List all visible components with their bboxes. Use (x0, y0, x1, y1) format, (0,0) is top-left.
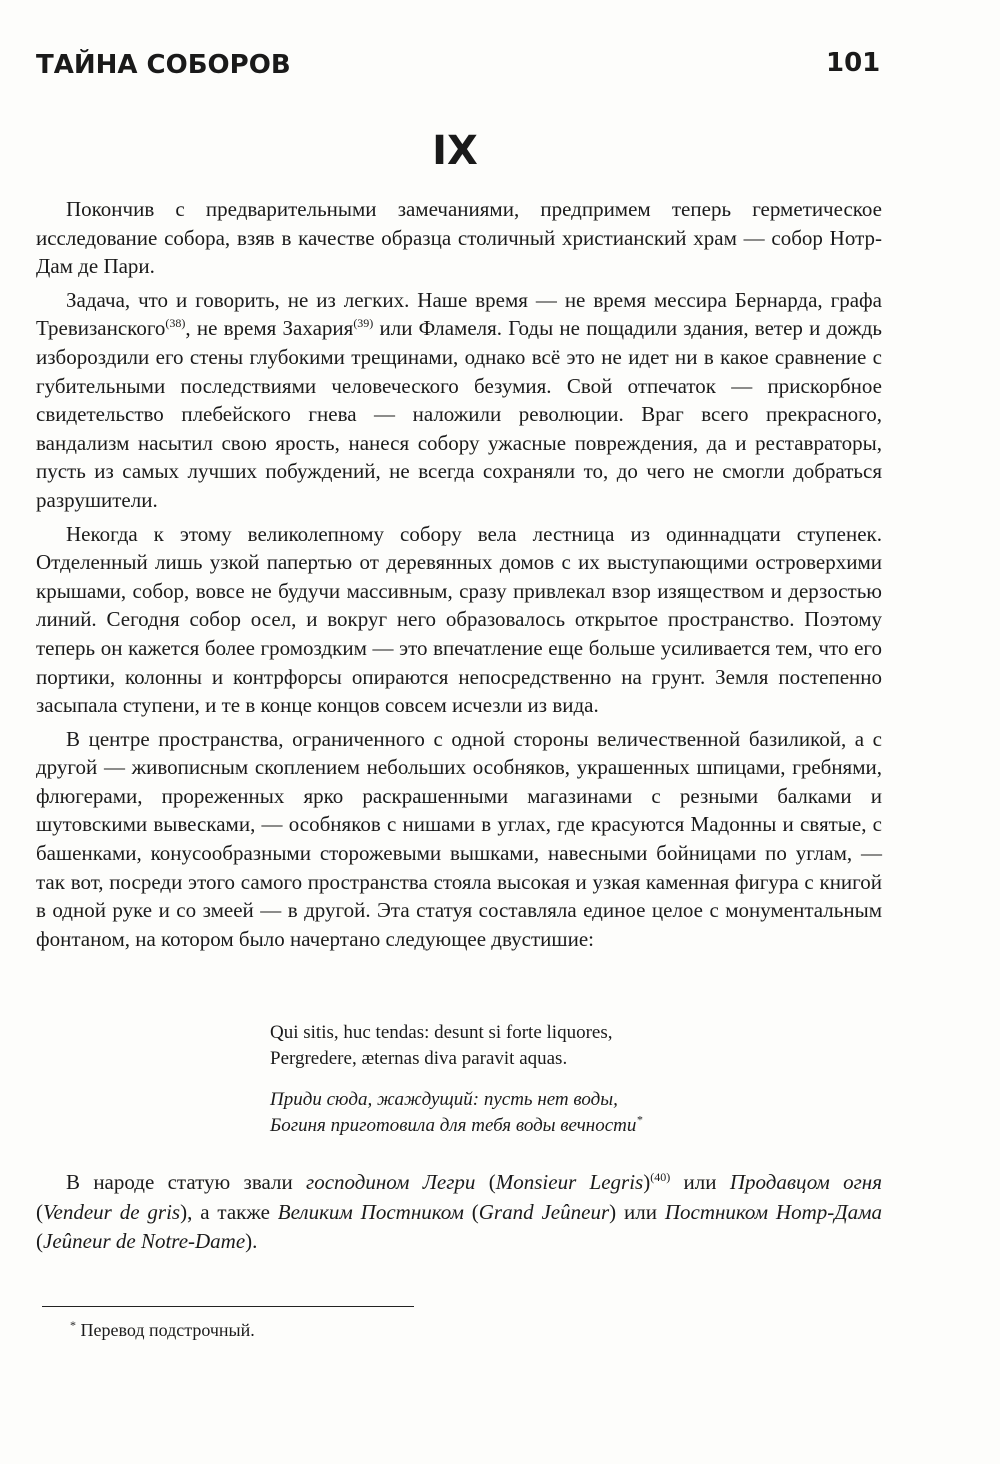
closing-text-1: В народе статую звали (66, 1170, 306, 1194)
running-title: ТАЙНА СОБОРОВ (36, 50, 291, 80)
paragraph-3: Некогда к этому великолепному собору вела лестница из одиннадцати ступенек. Отделенный лишь узкой папертью от деревянных домов с их выступающими островерхими крышами, собор, вовсе не будучи массивным, сразу привлекал взор изяществом и дерзостью линий. Сегодня собор осел, и вокруг него образовалось открытое пространство. Поэтому теперь он кажется более громоздким — это впечатление еще больше усиливается тем, что его портики, колонны и контрфорсы опираются непосредственно на грунт. Земля постепенно засыпала ступени, и те в конце концов совсем исчезли из вида. (36, 521, 882, 718)
chapter-heading: IX (432, 128, 478, 174)
closing-text-2: ( (475, 1170, 496, 1194)
name-postnik-notr-dama: Постником Нотр-Дама (664, 1199, 883, 1224)
paragraph-2-text-a: Задача, что и говорить, не из легких. Наше время — не время мессира Бернарда, графа Тревизанского (36, 287, 882, 341)
latin-verse-line-2: Pergredere, æternas diva paravit aquas. (270, 1048, 568, 1069)
verse-translation (270, 1087, 830, 1139)
paragraph-2-text-c: или Фламеля. Годы не пощадили здания, ветер и дождь избороздили его стены глубокими трещинами, однако всё это не идет ни в какое сравнение с губительными последствиями человеческого безумия. Свой отпечаток — прискорбное свидетельство плебейского гнева — наложили революции. Враг всего прекрасного, вандализм насытил свою ярость, нанеся собору ужасные повреждения, да и реставраторы, пусть из самых лучших побуждений, не всегда сохраняли то, до чего не смогли добраться разрушители. (36, 316, 882, 512)
translation-line-2 (270, 1113, 830, 1139)
translation-line-2-text: Богиня приготовила для тебя воды вечности (270, 1115, 637, 1136)
paragraph-4: В центре пространства, ограниченного с одной стороны величественной базиликой, а с другой — живописным скоплением небольших особняков, украшенных шпицами, гребнями, флюгерами, прореженных ярко раскрашенными магазинами с резными балками и шутовскими вывесками, — особняков с нишами в углах, где красуются Мадонны и святые, с башенками, конусообразными сторожевыми вышками, навесными бойницами по углам, — так вот, посреди этого самого пространства стояла высокая и узкая каменная фигура с книгой в одной руке и со змеей — в другой. Эта статуя составляла единое целое с монументальным фонтаном, на котором было начертано следующее двустишие: (36, 726, 882, 951)
closing-text-4: или (670, 1170, 730, 1194)
name-vendeur-de-gris: Vendeur de gris (43, 1199, 181, 1224)
translation-line-1: Приди сюда, жаждущий: пусть нет воды, (270, 1089, 618, 1110)
closing-text-10: ). (245, 1229, 258, 1253)
name-jeuneur-de-notre-dame: Jeûneur de Notre-Dame (43, 1229, 246, 1253)
name-velikiy-postnik: Великим Постником (277, 1199, 464, 1224)
footnote-asterisk: * (70, 1318, 76, 1332)
footnote-text: Перевод подстрочный. (76, 1320, 255, 1340)
footnote (70, 1320, 255, 1341)
paragraph-5 (36, 1168, 882, 1257)
page-number: 101 (826, 48, 881, 78)
closing-text-5: ( (36, 1199, 43, 1224)
endnote-ref-38: (38) (165, 316, 186, 331)
closing-text-3: ) (643, 1170, 651, 1194)
endnote-ref-40: (40) (650, 1170, 671, 1184)
verse-block (270, 1020, 830, 1139)
name-legri: господином Легри (306, 1170, 476, 1194)
endnote-ref-39: (39) (353, 316, 374, 331)
closing-text-8: ) или (609, 1199, 665, 1224)
footnote-mark: * (636, 1112, 643, 1127)
closing-text-9: ( (36, 1229, 43, 1253)
name-monsieur-legris: Monsieur Legris (495, 1170, 644, 1194)
name-prodavets-ognya: Продавцом огня (729, 1170, 882, 1194)
latin-verse-line-1: Qui sitis, huc tendas: desunt si forte liquores, (270, 1022, 613, 1043)
body-text (36, 195, 882, 958)
closing-text-6: ), а также (180, 1199, 278, 1224)
name-grand-jeuneur: Grand Jeûneur (478, 1199, 610, 1224)
closing-text-7: ( (463, 1199, 479, 1224)
paragraph-1: Покончив с предварительными замечаниями, предпримем теперь герметическое исследование собора, взяв в качестве образца столичный христианский храм — собор Нотр-Дам де Пари. (36, 197, 882, 279)
footnote-divider (42, 1306, 414, 1307)
paragraph-2 (36, 286, 882, 515)
closing-text (36, 1168, 882, 1257)
paragraph-2-text-b: , не время Захария (185, 316, 354, 341)
